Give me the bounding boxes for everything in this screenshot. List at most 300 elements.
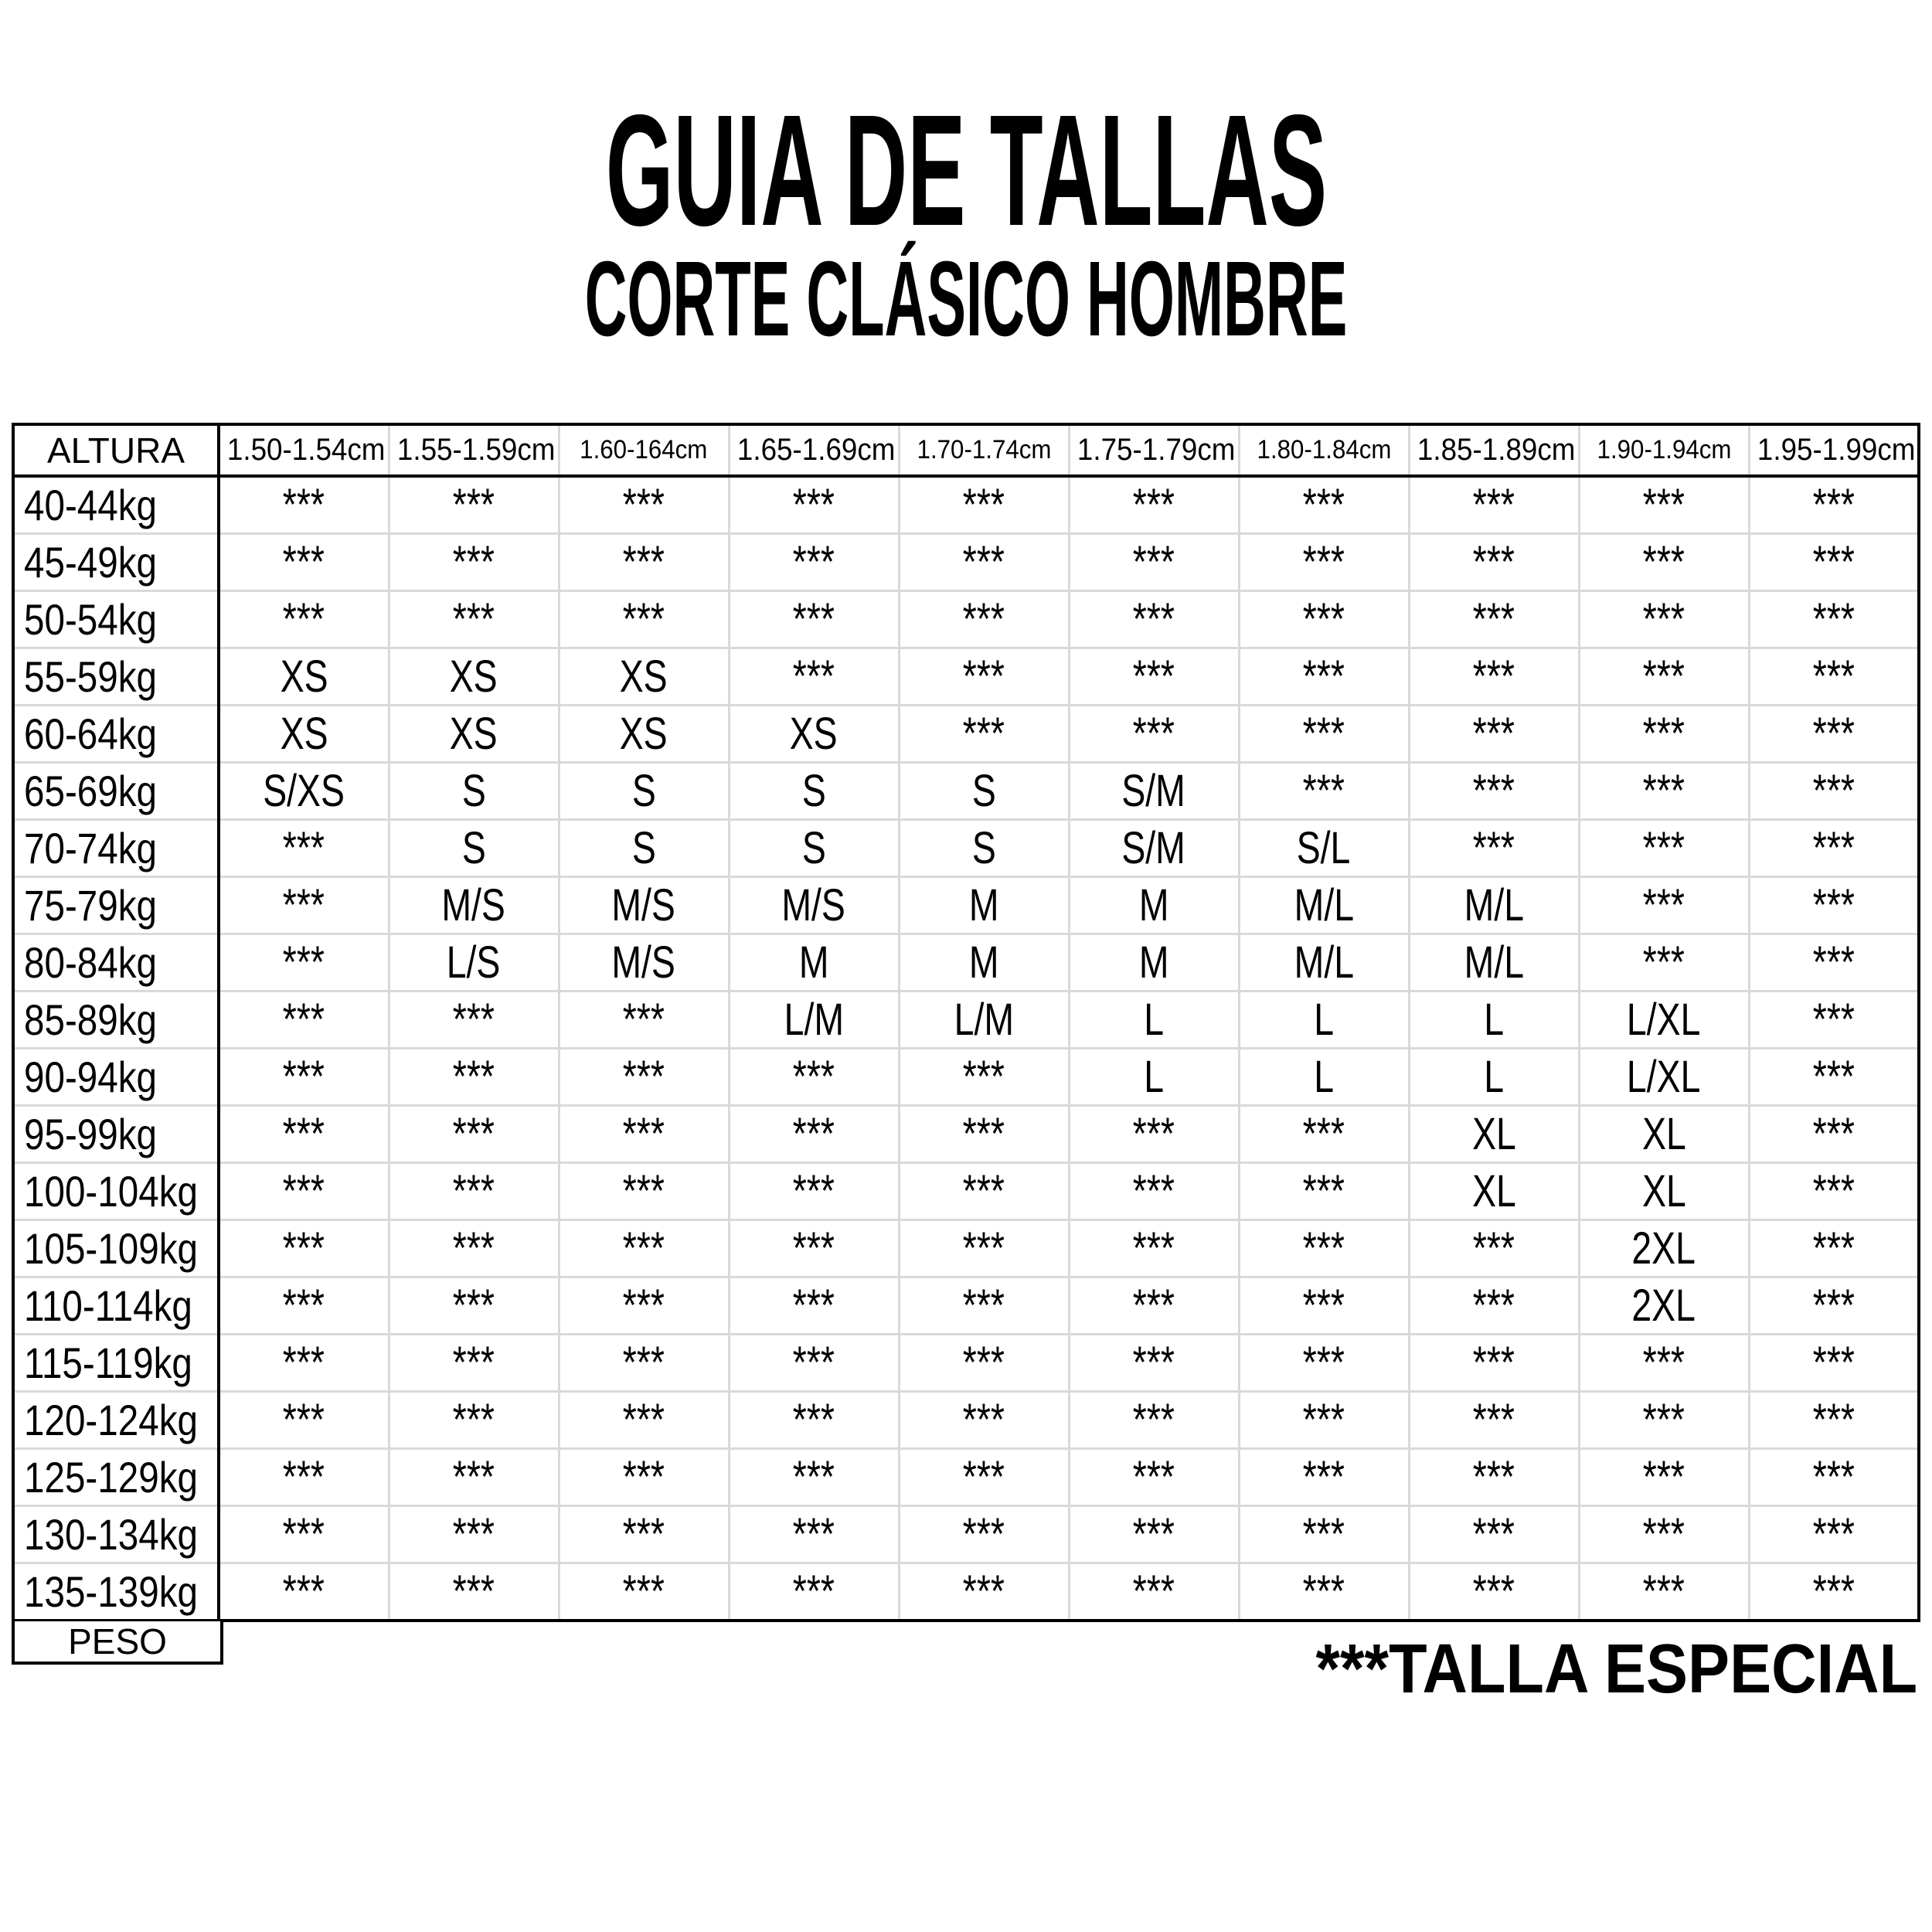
- size-cell: [1409, 992, 1579, 1049]
- special-size-marker: ***: [283, 1223, 325, 1274]
- special-size-marker: ***: [792, 651, 835, 702]
- special-size-cell: [1239, 706, 1409, 763]
- size-chart-table: [12, 423, 1920, 1622]
- special-size-marker: ***: [792, 1052, 835, 1102]
- size-cell: [219, 706, 389, 763]
- special-size-marker: ***: [962, 1395, 1005, 1445]
- special-size-marker: ***: [1472, 1452, 1515, 1502]
- size-cell: [1239, 820, 1409, 877]
- special-size-cell: [1239, 1163, 1409, 1220]
- special-size-cell: [1579, 591, 1749, 648]
- size-cell: [559, 763, 729, 820]
- size-value: XS: [790, 709, 838, 759]
- weight-row-header: [13, 1335, 219, 1392]
- weight-row-header: [13, 591, 219, 648]
- special-size-marker: ***: [1812, 1166, 1855, 1216]
- special-size-marker: ***: [1642, 1338, 1685, 1388]
- special-size-marker: ***: [1812, 480, 1855, 530]
- special-size-cell: [1579, 1563, 1749, 1621]
- size-cell: [1579, 1220, 1749, 1277]
- special-size-marker: ***: [283, 1509, 325, 1560]
- special-size-marker: ***: [792, 480, 835, 530]
- page-title-text: GUIA DE TALLAS: [605, 82, 1327, 259]
- special-size-cell: [729, 1506, 899, 1563]
- weight-row-header: [13, 1506, 219, 1563]
- weight-row-header-text: 105-109kg: [24, 1224, 198, 1273]
- special-size-marker: ***: [792, 537, 835, 587]
- special-size-cell: [1409, 1449, 1579, 1506]
- special-size-marker: ***: [1472, 1509, 1515, 1560]
- special-size-cell: [1069, 1563, 1239, 1621]
- height-column-header: [389, 424, 559, 476]
- table-row: [13, 1506, 1919, 1563]
- special-size-marker: ***: [1302, 1281, 1345, 1331]
- special-size-cell: [729, 1106, 899, 1163]
- height-column-header-text: 1.75-1.79cm: [1077, 433, 1235, 467]
- special-size-marker: ***: [622, 1281, 665, 1331]
- special-size-cell: [219, 820, 389, 877]
- height-column-header: [1239, 424, 1409, 476]
- special-size-marker: ***: [1812, 1395, 1855, 1445]
- special-size-marker: ***: [1642, 480, 1685, 530]
- size-value: M/S: [781, 880, 846, 930]
- size-cell: [899, 934, 1069, 992]
- height-column-header: [1069, 424, 1239, 476]
- size-value: XS: [280, 709, 328, 759]
- special-size-cell: [1409, 1506, 1579, 1563]
- special-size-marker: ***: [283, 995, 325, 1045]
- special-size-marker: ***: [1472, 1395, 1515, 1445]
- special-size-cell: [729, 1277, 899, 1335]
- size-cell: [729, 706, 899, 763]
- weight-row-header: [13, 648, 219, 706]
- special-size-marker: ***: [452, 1566, 495, 1617]
- special-size-cell: [559, 992, 729, 1049]
- weight-row-header-text: 110-114kg: [24, 1281, 192, 1330]
- height-column-header: [559, 424, 729, 476]
- header-row: [13, 424, 1919, 476]
- special-size-note: [1249, 1631, 1917, 1708]
- special-size-cell: [899, 1106, 1069, 1163]
- special-size-cell: [1579, 1335, 1749, 1392]
- special-size-cell: [1069, 534, 1239, 591]
- special-size-marker: ***: [962, 480, 1005, 530]
- special-size-cell: [1239, 1392, 1409, 1449]
- special-size-marker: ***: [622, 1509, 665, 1560]
- special-size-marker: ***: [1812, 594, 1855, 645]
- weight-row-header: [13, 992, 219, 1049]
- special-size-cell: [219, 934, 389, 992]
- size-cell: [389, 934, 559, 992]
- special-size-marker: ***: [1302, 1223, 1345, 1274]
- special-size-marker: ***: [792, 1452, 835, 1502]
- special-size-marker: ***: [452, 1338, 495, 1388]
- special-size-cell: [1749, 1335, 1919, 1392]
- special-size-marker: ***: [1472, 823, 1515, 873]
- special-size-marker: ***: [962, 1223, 1005, 1274]
- special-size-cell: [389, 1335, 559, 1392]
- height-column-header: [729, 424, 899, 476]
- weight-row-header-text: 40-44kg: [24, 481, 158, 529]
- special-size-cell: [1239, 1335, 1409, 1392]
- special-size-marker: ***: [1302, 1509, 1345, 1560]
- special-size-cell: [1069, 1335, 1239, 1392]
- special-size-marker: ***: [792, 1566, 835, 1617]
- special-size-marker: ***: [1812, 937, 1855, 988]
- weight-row-header: [13, 1220, 219, 1277]
- size-cell: [1579, 1277, 1749, 1335]
- special-size-cell: [1749, 1163, 1919, 1220]
- size-value: S: [971, 766, 996, 816]
- size-value: L: [1144, 995, 1164, 1045]
- size-cell: [1069, 1049, 1239, 1106]
- peso-footer-text: PESO: [68, 1621, 167, 1662]
- special-size-cell: [1749, 1449, 1919, 1506]
- special-size-marker: ***: [452, 1166, 495, 1216]
- special-size-cell: [899, 534, 1069, 591]
- special-size-cell: [899, 648, 1069, 706]
- special-size-cell: [1409, 534, 1579, 591]
- special-size-cell: [389, 534, 559, 591]
- weight-row-header-text: 130-134kg: [24, 1510, 198, 1559]
- special-size-cell: [559, 1163, 729, 1220]
- special-size-marker: ***: [1302, 1566, 1345, 1617]
- table-row: [13, 1220, 1919, 1277]
- special-size-marker: ***: [452, 995, 495, 1045]
- special-size-cell: [1749, 648, 1919, 706]
- table-row: [13, 476, 1919, 534]
- weight-row-header-text: 90-94kg: [24, 1053, 158, 1101]
- special-size-cell: [219, 1506, 389, 1563]
- special-size-marker: ***: [1302, 1109, 1345, 1159]
- table-row: [13, 534, 1919, 591]
- special-size-marker: ***: [452, 480, 495, 530]
- size-value: M/S: [611, 937, 676, 988]
- size-cell: [1579, 1163, 1749, 1220]
- table-row: [13, 648, 1919, 706]
- special-size-marker: ***: [1302, 537, 1345, 587]
- special-size-cell: [389, 1220, 559, 1277]
- special-size-cell: [1749, 1277, 1919, 1335]
- height-column-header-text: 1.90-1.94cm: [1597, 435, 1731, 464]
- special-size-marker: ***: [1812, 1281, 1855, 1331]
- special-size-cell: [729, 476, 899, 534]
- size-cell: [1239, 934, 1409, 992]
- special-size-cell: [1069, 1163, 1239, 1220]
- special-size-cell: [1069, 1506, 1239, 1563]
- special-size-cell: [899, 706, 1069, 763]
- special-size-marker: ***: [1302, 1166, 1345, 1216]
- special-size-cell: [219, 1277, 389, 1335]
- size-cell: [389, 648, 559, 706]
- table-row: [13, 1163, 1919, 1220]
- special-size-cell: [1579, 648, 1749, 706]
- special-size-cell: [1069, 1392, 1239, 1449]
- size-value: S/M: [1121, 766, 1186, 816]
- special-size-marker: ***: [283, 1395, 325, 1445]
- size-cell: [559, 877, 729, 934]
- size-value: L/XL: [1627, 995, 1701, 1045]
- special-size-marker: ***: [622, 480, 665, 530]
- special-size-cell: [389, 1049, 559, 1106]
- special-size-cell: [1409, 591, 1579, 648]
- special-size-cell: [1579, 820, 1749, 877]
- weight-row-header: [13, 1277, 219, 1335]
- size-value: S: [461, 823, 486, 873]
- table-row: [13, 1392, 1919, 1449]
- special-size-cell: [1409, 820, 1579, 877]
- weight-row-header: [13, 1106, 219, 1163]
- special-size-marker: ***: [1302, 651, 1345, 702]
- special-size-marker: ***: [1132, 1509, 1175, 1560]
- special-size-cell: [559, 1506, 729, 1563]
- table-row: [13, 1335, 1919, 1392]
- special-size-marker: ***: [1132, 1281, 1175, 1331]
- special-size-marker: ***: [1812, 709, 1855, 759]
- special-size-cell: [1579, 1506, 1749, 1563]
- weight-row-header: [13, 476, 219, 534]
- weight-row-header: [13, 1449, 219, 1506]
- special-size-marker: ***: [452, 537, 495, 587]
- special-size-marker: ***: [622, 1052, 665, 1102]
- special-size-marker: ***: [622, 1223, 665, 1274]
- weight-row-header-text: 55-59kg: [24, 652, 158, 701]
- weight-row-header-text: 45-49kg: [24, 538, 158, 587]
- size-value: M/L: [1294, 880, 1354, 930]
- size-value: S/L: [1297, 823, 1351, 873]
- special-size-cell: [729, 648, 899, 706]
- special-size-cell: [729, 1335, 899, 1392]
- size-value: S: [801, 766, 826, 816]
- special-size-cell: [559, 1392, 729, 1449]
- special-size-cell: [899, 1449, 1069, 1506]
- special-size-cell: [389, 591, 559, 648]
- size-cell: [389, 706, 559, 763]
- special-size-cell: [1069, 476, 1239, 534]
- special-size-cell: [219, 1335, 389, 1392]
- special-size-marker: ***: [283, 823, 325, 873]
- height-column-header: [1579, 424, 1749, 476]
- weight-row-header-text: 60-64kg: [24, 709, 158, 758]
- size-value: L: [1484, 995, 1504, 1045]
- special-size-cell: [1579, 706, 1749, 763]
- special-size-marker: ***: [622, 1566, 665, 1617]
- size-cell: [559, 934, 729, 992]
- special-size-cell: [1239, 763, 1409, 820]
- size-cell: [899, 820, 1069, 877]
- special-size-cell: [1579, 534, 1749, 591]
- special-size-marker: ***: [1132, 1223, 1175, 1274]
- size-value: XS: [620, 651, 668, 702]
- size-cell: [1239, 992, 1409, 1049]
- special-size-marker: ***: [1132, 537, 1175, 587]
- size-cell: [899, 763, 1069, 820]
- special-size-cell: [1409, 1277, 1579, 1335]
- size-cell: [1239, 1049, 1409, 1106]
- size-value: XS: [450, 651, 498, 702]
- special-size-cell: [389, 1392, 559, 1449]
- special-size-cell: [1409, 1563, 1579, 1621]
- weight-row-header-text: 75-79kg: [24, 881, 158, 930]
- size-value: XL: [1471, 1166, 1516, 1216]
- special-size-cell: [389, 476, 559, 534]
- height-column-header-text: 1.65-1.69cm: [736, 433, 895, 467]
- size-cell: [559, 648, 729, 706]
- special-size-cell: [899, 591, 1069, 648]
- special-size-cell: [1749, 1049, 1919, 1106]
- special-size-marker: ***: [1812, 1566, 1855, 1617]
- special-size-marker: ***: [962, 1452, 1005, 1502]
- weight-row-header: [13, 706, 219, 763]
- weight-row-header: [13, 877, 219, 934]
- size-cell: [1069, 934, 1239, 992]
- size-value: M: [798, 937, 829, 988]
- special-size-cell: [1749, 534, 1919, 591]
- special-size-marker: ***: [1302, 709, 1345, 759]
- size-value: M: [1138, 880, 1169, 930]
- height-column-header-text: 1.50-1.54cm: [226, 433, 386, 467]
- special-size-cell: [1409, 648, 1579, 706]
- special-size-cell: [559, 1220, 729, 1277]
- special-size-marker: ***: [1812, 537, 1855, 587]
- weight-row-header-text: 50-54kg: [24, 595, 158, 644]
- height-column-header-text: 1.70-1.74cm: [917, 435, 1051, 464]
- size-cell: [729, 820, 899, 877]
- size-value: XS: [280, 651, 328, 702]
- table-row: [13, 1106, 1919, 1163]
- special-size-marker: ***: [1642, 709, 1685, 759]
- special-size-marker: ***: [1812, 823, 1855, 873]
- special-size-marker: ***: [1302, 1338, 1345, 1388]
- special-size-cell: [1069, 1106, 1239, 1163]
- special-size-marker: ***: [1642, 766, 1685, 816]
- special-size-cell: [899, 1220, 1069, 1277]
- size-value: S: [631, 823, 656, 873]
- special-size-marker: ***: [1812, 1052, 1855, 1102]
- special-size-marker: ***: [452, 1223, 495, 1274]
- special-size-marker: ***: [1642, 937, 1685, 988]
- special-size-cell: [1579, 1449, 1749, 1506]
- size-cell: [389, 763, 559, 820]
- special-size-marker: ***: [283, 537, 325, 587]
- special-size-cell: [729, 1563, 899, 1621]
- special-size-cell: [559, 534, 729, 591]
- special-size-marker: ***: [1472, 766, 1515, 816]
- special-size-marker: ***: [452, 1395, 495, 1445]
- special-size-marker: ***: [1812, 880, 1855, 930]
- special-size-marker: ***: [1812, 995, 1855, 1045]
- special-size-marker: ***: [1302, 766, 1345, 816]
- weight-row-header: [13, 1392, 219, 1449]
- special-size-marker: ***: [622, 1395, 665, 1445]
- special-size-cell: [729, 1049, 899, 1106]
- size-value: XS: [450, 709, 498, 759]
- height-column-header: [1409, 424, 1579, 476]
- size-cell: [559, 820, 729, 877]
- special-size-cell: [1749, 1106, 1919, 1163]
- special-size-marker: ***: [283, 1052, 325, 1102]
- table-row: [13, 877, 1919, 934]
- table-row: [13, 992, 1919, 1049]
- size-value: M: [968, 880, 999, 930]
- weight-row-header: [13, 820, 219, 877]
- special-size-marker: ***: [792, 1109, 835, 1159]
- special-size-cell: [1239, 534, 1409, 591]
- table-row: [13, 1449, 1919, 1506]
- special-size-marker: ***: [1642, 651, 1685, 702]
- special-size-cell: [729, 1449, 899, 1506]
- size-cell: [729, 877, 899, 934]
- special-size-cell: [1749, 476, 1919, 534]
- special-size-marker: ***: [1472, 1566, 1515, 1617]
- special-size-cell: [559, 591, 729, 648]
- table-row: [13, 1277, 1919, 1335]
- size-value: M/L: [1294, 937, 1354, 988]
- table-row: [13, 1049, 1919, 1106]
- special-size-cell: [1409, 476, 1579, 534]
- special-size-marker: ***: [1132, 1395, 1175, 1445]
- special-size-marker: ***: [962, 1509, 1005, 1560]
- weight-row-header-text: 135-139kg: [24, 1567, 198, 1616]
- special-size-marker: ***: [452, 1452, 495, 1502]
- special-size-cell: [1749, 763, 1919, 820]
- special-size-cell: [219, 992, 389, 1049]
- weight-row-header: [13, 1563, 219, 1621]
- special-size-marker: ***: [792, 1509, 835, 1560]
- special-size-marker: ***: [1642, 1395, 1685, 1445]
- special-size-marker: ***: [1132, 651, 1175, 702]
- size-value: L: [1314, 995, 1334, 1045]
- special-size-marker: ***: [622, 995, 665, 1045]
- special-size-marker: ***: [1812, 1338, 1855, 1388]
- special-size-cell: [219, 1220, 389, 1277]
- special-size-cell: [899, 1506, 1069, 1563]
- size-cell: [559, 706, 729, 763]
- page-subtitle: [0, 240, 1932, 359]
- size-value: M: [1138, 937, 1169, 988]
- special-size-cell: [389, 1163, 559, 1220]
- special-size-marker: ***: [1132, 1566, 1175, 1617]
- size-value: M/L: [1464, 880, 1524, 930]
- special-size-cell: [1239, 476, 1409, 534]
- size-cell: [219, 648, 389, 706]
- size-value: S: [461, 766, 486, 816]
- size-table-body: [13, 476, 1919, 1621]
- special-size-marker: ***: [283, 1566, 325, 1617]
- special-size-marker: ***: [452, 1052, 495, 1102]
- special-size-cell: [1749, 1563, 1919, 1621]
- page-title: [0, 82, 1932, 259]
- special-size-cell: [729, 1163, 899, 1220]
- special-size-cell: [1409, 763, 1579, 820]
- weight-row-header: [13, 934, 219, 992]
- special-size-cell: [1579, 1392, 1749, 1449]
- special-size-cell: [1579, 476, 1749, 534]
- special-size-marker: ***: [1642, 594, 1685, 645]
- special-size-cell: [389, 1277, 559, 1335]
- weight-row-header-text: 70-74kg: [24, 824, 158, 872]
- special-size-marker: ***: [1472, 537, 1515, 587]
- size-cell: [1409, 877, 1579, 934]
- special-size-marker: ***: [283, 880, 325, 930]
- special-size-cell: [1749, 1506, 1919, 1563]
- special-size-cell: [1749, 706, 1919, 763]
- special-size-cell: [1749, 820, 1919, 877]
- size-value: XL: [1641, 1166, 1686, 1216]
- special-size-marker: ***: [283, 1109, 325, 1159]
- special-size-marker: ***: [962, 709, 1005, 759]
- special-size-marker: ***: [1132, 1166, 1175, 1216]
